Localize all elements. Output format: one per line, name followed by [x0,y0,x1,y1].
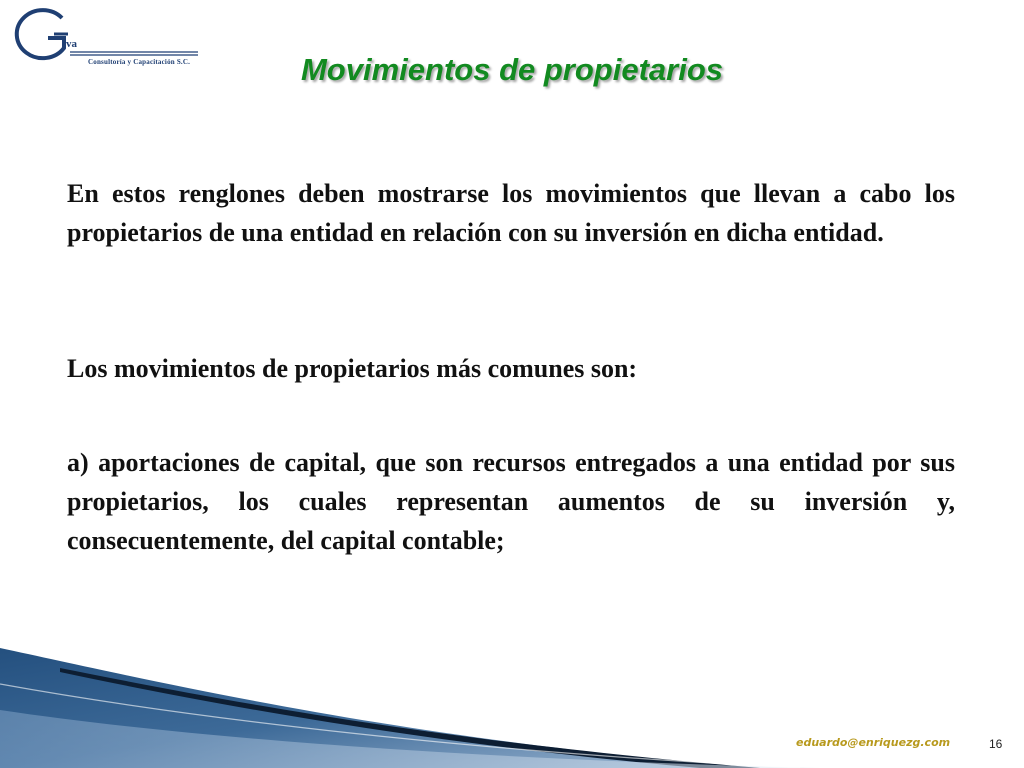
slide-title: Movimientos de propietarios [300,52,723,87]
logo-tagline: Consultoría y Capacitación S.C. [88,58,191,66]
paragraph-intro: En estos renglones deben mostrarse los movimientos que llevan a cabo los propietarios de una entidad en relación con su inversión en dicha entidad. [67,179,955,247]
logo-superscript: va [66,38,77,50]
paragraph-capital-contributions: a) aportaciones de capital, que son recursos entregados a una entidad por sus propietarios, los cuales representan aumentos de su inversión y, consecuentemente, del capital contable; [67,448,955,555]
footer-email-link[interactable]: eduardo@enriquezg.com [796,736,951,749]
page-number: 16 [989,737,1003,751]
paragraph-common-movements: Los movimientos de propietarios más comunes son: [67,354,638,383]
